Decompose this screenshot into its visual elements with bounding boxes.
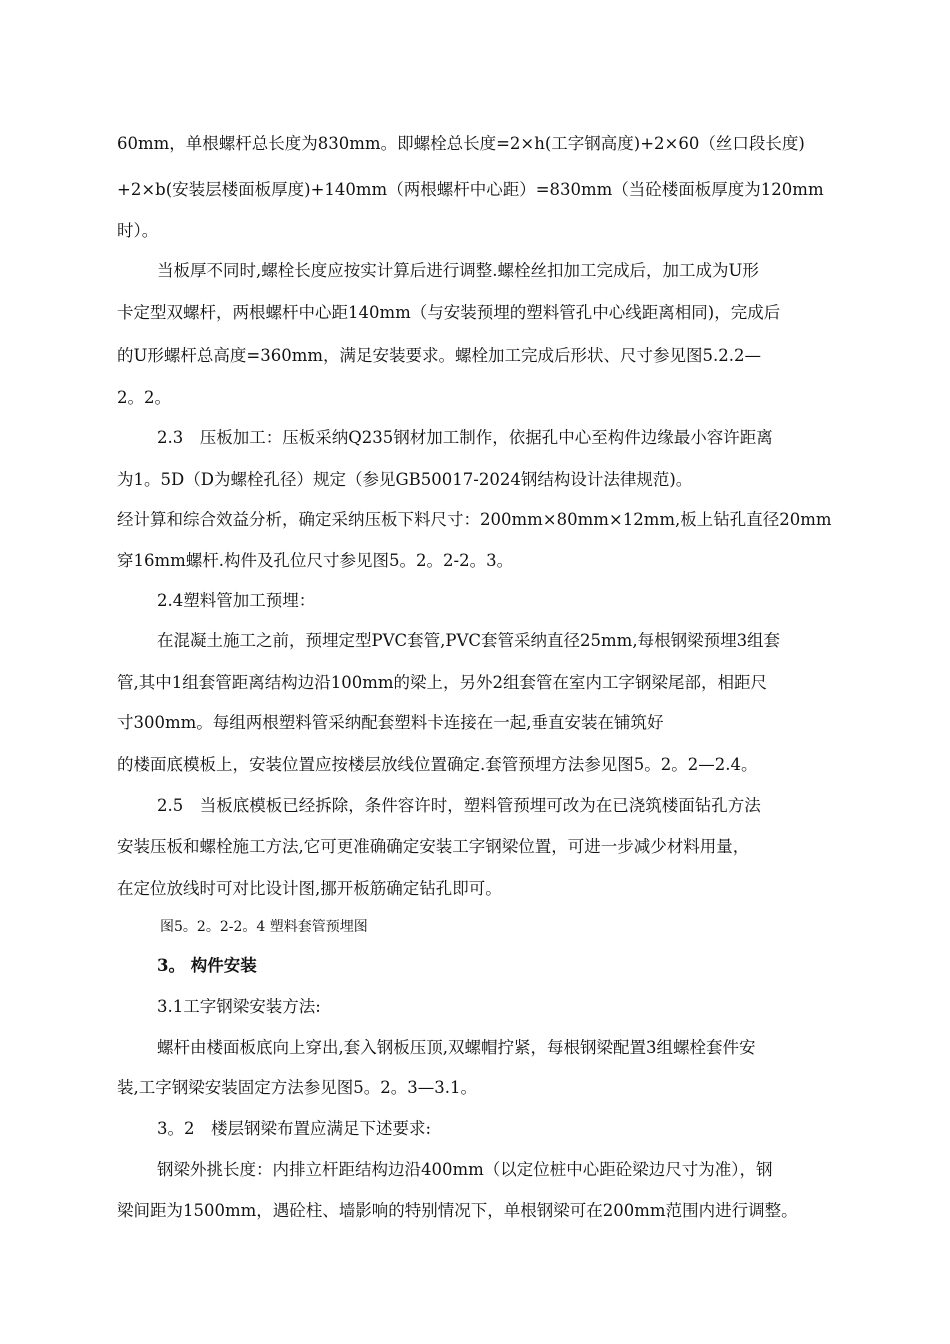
text-line: 在混凝土施工之前，预埋定型PVC套管,PVC套管采纳直径25mm,每根钢梁预埋3组套 [157, 631, 781, 650]
text-line: 2.3 压板加工：压板采纳Q235钢材加工制作，依据孔中心至构件边缘最小容许距离 [157, 428, 773, 447]
text-line: 2.5 当板底模板已经拆除，条件容许时，塑料管预埋可改为在已浇筑楼面钻孔方法 [157, 796, 761, 815]
text-line: +2×b(安装层楼面板厚度)+140mm（两根螺杆中心距）=830mm（当砼楼面板厚度为120mm [117, 180, 824, 199]
section-heading: 3。 构件安装 [157, 956, 257, 975]
text-line: 钢梁外挑长度：内排立杆距结构边沿400mm（以定位桩中心距砼梁边尺寸为准），钢 [157, 1160, 773, 1179]
text-line: 安装压板和螺栓施工方法,它可更准确确定安装工字钢梁位置，可进一步减少材料用量， [117, 837, 750, 856]
text-line: 2。2。 [117, 388, 171, 407]
text-line: 当板厚不同时,螺栓长度应按实计算后进行调整.螺栓丝扣加工完成后，加工成为U形 [157, 261, 759, 280]
text-line: 的U形螺杆总高度=360mm，满足安装要求。螺栓加工完成后形状、尺寸参见图5.2.2— [117, 346, 761, 365]
text-line: 梁间距为1500mm，遇砼柱、墙影响的特别情况下，单根钢梁可在200mm范围内进行调整。 [117, 1201, 798, 1220]
subsection-heading: 3。2 楼层钢梁布置应满足下述要求: [157, 1119, 432, 1138]
text-line: 在定位放线时可对比设计图,挪开板筋确定钻孔即可。 [117, 879, 502, 898]
subsection-heading: 3.1工字钢梁安装方法: [157, 997, 321, 1016]
text-line: 为1。5D（D为螺栓孔径）规定（参见GB50017-2024钢结构设计法律规范)。 [117, 470, 693, 489]
text-line: 穿16mm螺杆.构件及孔位尺寸参见图5。2。2-2。3。 [117, 551, 514, 570]
text-line: 寸300mm。每组两根塑料管采纳配套塑料卡连接在一起,垂直安装在铺筑好 [117, 713, 664, 732]
text-line: 螺杆由楼面板底向上穿出,套入钢板压顶,双螺帽拧紧，每根钢梁配置3组螺栓套件安 [157, 1038, 756, 1057]
text-line: 装,工字钢梁安装固定方法参见图5。2。3—3.1。 [117, 1078, 477, 1097]
text-line: 2.4塑料管加工预埋： [157, 591, 316, 610]
text-line: 管,其中1组套管距离结构边沿100mm的梁上，另外2组套管在室内工字钢梁尾部，相距尺 [117, 673, 768, 692]
figure-caption: 图5。2。2-2。4 塑料套管预埋图 [160, 919, 368, 935]
text-line: 经计算和综合效益分析，确定采纳压板下料尺寸：200mm×80mm×12mm,板上钻孔直径20mm [117, 510, 832, 529]
text-line: 60mm，单根螺杆总长度为830mm。即螺栓总长度=2×h(工字钢高度)+2×60（丝口段长度) [117, 134, 805, 153]
text-line: 卡定型双螺杆，两根螺杆中心距140mm（与安装预埋的塑料管孔中心线距离相同)，完成后 [117, 303, 781, 322]
text-line: 的楼面底模板上，安装位置应按楼层放线位置确定.套管预埋方法参见图5。2。2—2.4。 [117, 755, 758, 774]
text-line: 时）。 [117, 221, 159, 240]
